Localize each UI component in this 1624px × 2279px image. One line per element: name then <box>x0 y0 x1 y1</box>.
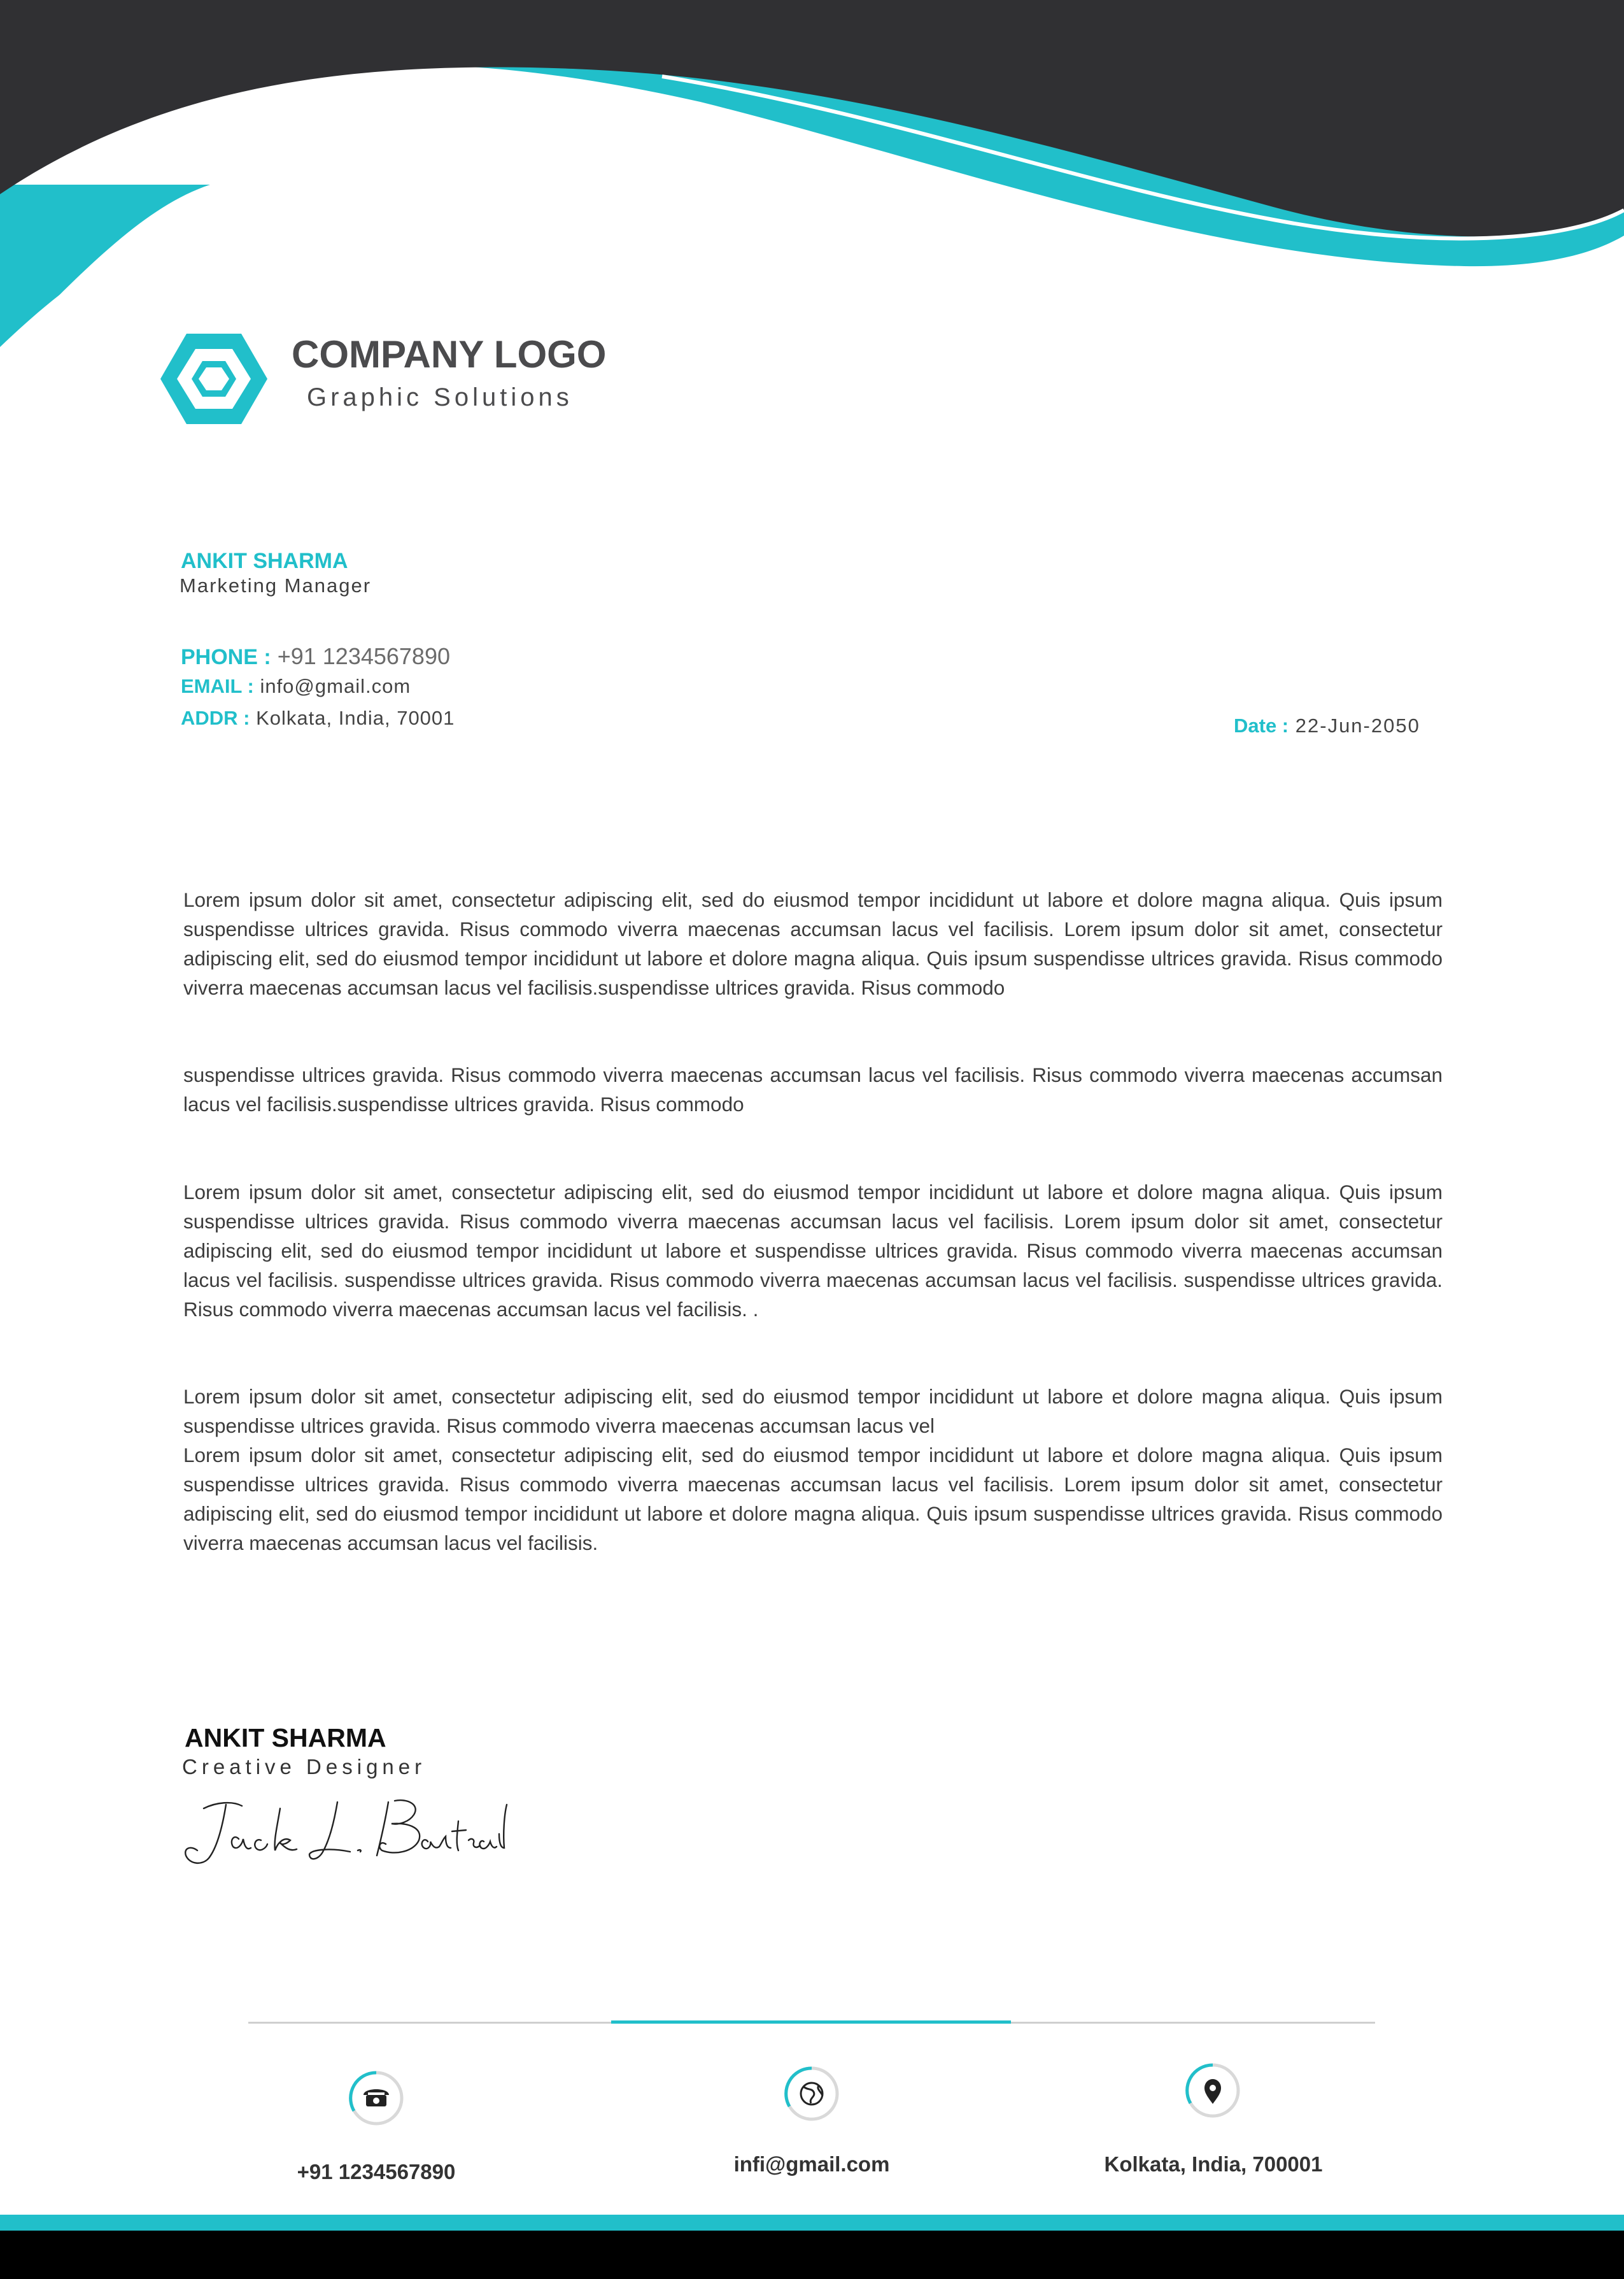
body-paragraph-4b: Lorem ipsum dolor sit amet, consectetur adipiscing elit, sed do eiusmod tempor incididunt ut labore et dolore magna aliqua. Quis ipsum suspendisse ultrices gravida. Risus commodo viverra maecenas accumsan lacus vel facilisis. Lorem ipsum dolor sit amet, consectetur adipiscing elit, sed do eiusmod tempor incididunt ut labore et dolore magna aliqua. Quis ipsum suspendisse ultrices gravida. Risus commodo viverra maecenas accumsan lacus vel facilisis. <box>183 1444 1443 1554</box>
footer-address: Kolkata, India, 700001 <box>1104 2152 1323 2176</box>
body-paragraph-4 <box>183 1382 1443 1558</box>
telephone-icon <box>348 2070 405 2127</box>
header-wave-decoration <box>0 0 1624 357</box>
email-label: EMAIL : <box>181 675 254 697</box>
letter-date <box>1234 714 1420 737</box>
footer-dark-bar <box>0 2231 1624 2279</box>
body-paragraph-3: Lorem ipsum dolor sit amet, consectetur adipiscing elit, sed do eiusmod tempor incididunt ut labore et dolore magna aliqua. Quis ipsum suspendisse ultrices gravida. Risus commodo viverra maecenas accumsan lacus vel facilisis. Lorem ipsum dolor sit amet, consectetur adipiscing elit, sed do eiusmod tempor incididunt ut labore et suspendisse ultrices gravida. Risus commodo viverra maecenas accumsan lacus vel facilisis. suspendisse ultrices gravida. Risus commodo viverra maecenas accumsan lacus vel facilisis. suspendisse ultrices gravida. Risus commodo viverra maecenas accumsan lacus vel facilisis. . <box>183 1181 1443 1321</box>
body-paragraph-2: suspendisse ultrices gravida. Risus commodo viverra maecenas accumsan lacus vel facilisis. Risus commodo viverra maecenas accumsan lacus vel facilisis.suspendisse ultrices gravida. Risus commodo <box>183 1063 1443 1116</box>
body-paragraph-4a: Lorem ipsum dolor sit amet, consectetur adipiscing elit, sed do eiusmod tempor incididunt ut labore et dolore magna aliqua. Quis ipsum suspendisse ultrices gravida. Risus commodo viverra maecenas accumsan lacus vel <box>183 1385 1443 1437</box>
footer-email: infi@gmail.com <box>733 2152 890 2176</box>
signoff-name: ANKIT SHARMA <box>185 1723 386 1752</box>
date-value: 22-Jun-2050 <box>1295 714 1420 737</box>
globe-icon <box>783 2065 840 2122</box>
footer-phone: +91 1234567890 <box>297 2160 456 2183</box>
sender-name: ANKIT SHARMA <box>181 549 348 573</box>
phone-label: PHONE : <box>181 645 271 669</box>
signoff-role: Creative Designer <box>182 1755 427 1778</box>
sender-email-line <box>181 675 411 698</box>
footer-accent-bar <box>0 2215 1624 2231</box>
handwritten-signature <box>178 1789 509 1872</box>
location-pin-icon <box>1184 2062 1241 2119</box>
footer-divider-accent <box>611 2020 1011 2024</box>
company-logo-title: COMPANY LOGO <box>292 333 607 376</box>
body-paragraph-1: Lorem ipsum dolor sit amet, consectetur adipiscing elit, sed do eiusmod tempor incididunt ut labore et dolore magna aliqua. Quis ipsum suspendisse ultrices gravida. Risus commodo viverra maecenas accumsan lacus vel facilisis. Lorem ipsum dolor sit amet, consectetur adipiscing elit, sed do eiusmod tempor incididunt ut labore et dolore magna aliqua. Quis ipsum suspendisse ultrices gravida. Risus commodo viverra maecenas accumsan lacus vel facilisis.suspendisse ultrices gravida. Risus commodo <box>183 888 1443 999</box>
sender-phone-line <box>181 643 450 670</box>
address-value: Kolkata, India, 70001 <box>256 707 455 729</box>
company-logo-hexagon <box>159 331 269 427</box>
email-value: info@gmail.com <box>260 675 411 697</box>
sender-role: Marketing Manager <box>180 574 372 597</box>
date-label: Date : <box>1234 714 1289 737</box>
phone-value: +91 1234567890 <box>277 643 450 669</box>
address-label: ADDR : <box>181 707 250 729</box>
company-logo-subtitle: Graphic Solutions <box>307 383 573 411</box>
sender-address-line <box>181 707 455 730</box>
